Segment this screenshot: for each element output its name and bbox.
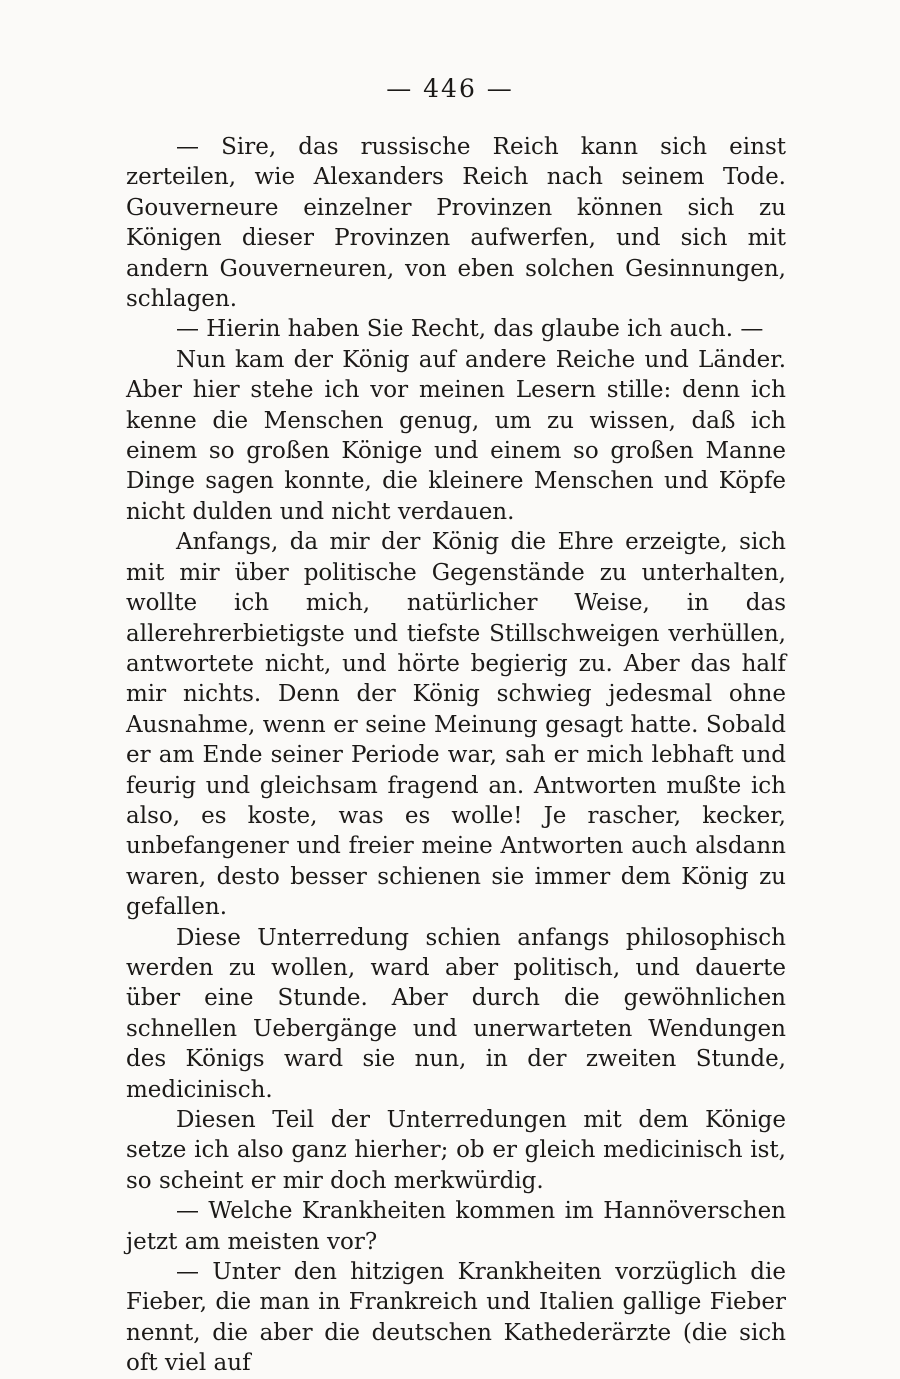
paragraph: Nun kam der König auf andere Reiche und Länder. Aber hier stehe ich vor meinen Lesern stille: denn ich kenne die Menschen genug, um zu wissen, daß ich einem so großen Könige und einem so großen Manne Dinge sagen konnte, die kleinere Menschen und Köpfe nicht dulden und nicht verdauen. <box>126 346 786 525</box>
paragraph: Diesen Teil der Unterredungen mit dem Könige setze ich also ganz hierher; ob er gleich medicinisch ist, so scheint er mir doch merkwürdig. <box>126 1107 786 1194</box>
paragraph: — Sire, das russische Reich kann sich einst zerteilen, wie Alexanders Reich nach seinem Tode. Gouverneure einzelner Provinzen können sich zu Königen dieser Provinzen aufwerfen, und sich mit andern Gouverneuren, von eben solchen Gesinnungen, schlagen. <box>126 134 786 313</box>
paragraph: — Unter den hitzigen Krankheiten vorzüglich die Fieber, die man in Frankreich und Italien gallige Fieber nennt, die aber die deutschen Kathederärzte (die sich oft viel auf <box>126 1259 786 1377</box>
page-number: — 446 — <box>386 74 514 103</box>
paragraph: — Welche Krankheiten kommen im Hannöverschen jetzt am meisten vor? <box>126 1198 786 1255</box>
body-text <box>126 132 786 1379</box>
paragraph: — Hierin haben Sie Recht, das glaube ich auch. — <box>176 316 764 343</box>
paragraph: Diese Unterredung schien anfangs philosophisch werden zu wollen, ward aber politisch, und dauerte über eine Stunde. Aber durch die gewöhnlichen schnellen Uebergänge und unerwarteten Wendungen des Königs ward sie nun, in der zweiten Stunde, medicinisch. <box>126 924 786 1103</box>
paragraph: Anfangs, da mir der König die Ehre erzeigte, sich mit mir über politische Gegenstände zu unterhalten, wollte ich mich, natürlicher Weise, in das allerehrerbietigste und tiefste Stillschweigen verhüllen, antwortete nicht, und hörte begierig zu. Aber das half mir nichts. Denn der König schwieg jedesmal ohne Ausnahme, wenn er seine Meinung gesagt hatte. Sobald er am Ende seiner Periode war, sah er mich lebhaft und feurig und gleichsam fragend an. Antworten mußte ich also, es koste, was es wolle! Je rascher, kecker, unbefangener und freier meine Antworten auch alsdann waren, desto besser schienen sie immer dem König zu gefallen. <box>126 529 786 921</box>
